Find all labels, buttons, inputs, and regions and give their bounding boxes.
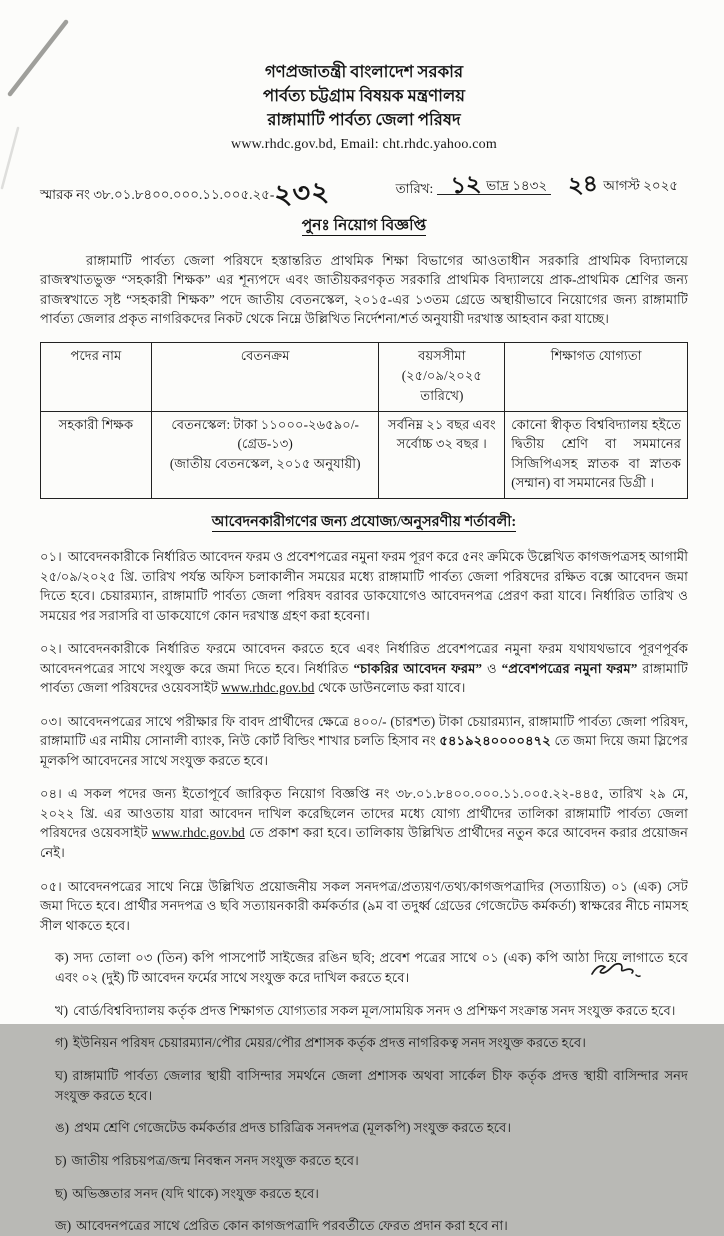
date-gregorian-day-handwritten: ২৪ — [567, 170, 600, 199]
date-gregorian-line — [554, 170, 682, 199]
intro-paragraph: রাঙ্গামাটি পার্বত্য জেলা পরিষদে হস্তান্তরিত প্রাথমিক শিক্ষা বিভাগের আওতাধীন সরকারি প্রাথমিক বিদ্যালয়ে রাজস্বখাতভুক্ত “সহকারী শিক্ষক” এর শূন্যপদে এবং জাতীয়করণকৃত সরকারি প্রাথমিক বিদ্যালয়ে প্রাক-প্রাথমিক শ্রেণির জন্য রাজস্বখাতে সৃষ্ট “সহকারী শিক্ষক” পদে জাতীয় বেতনস্কেল, ২০১৫-এর ১৩তম গ্রেডে অস্থায়ীভাবে নিয়োগের জন্য রাঙ্গামাটি পার্বত্য জেলার প্রকৃত নাগরিকদের নিকট থেকে নিম্নে উল্লিখিত নির্দেশনা/শর্ত অনুযায়ী দরখাস্ত আহবান করা যাচ্ছে। — [40, 252, 688, 327]
cell-qualification: কোনো স্বীকৃত বিশ্ববিদ্যালয় হইতে দ্বিতীয় শ্রেণি বা সমমানের সিজিপিএসহ স্নাতক বা স্নাতক (সম্মান) বা সমমানের ডিগ্রী । — [505, 411, 688, 498]
website-email-line: www.rhdc.gov.bd, Email: cht.rhdc.yahoo.com — [231, 136, 497, 152]
pay-line2: (গ্রেড-১৩) — [237, 436, 293, 452]
government-name: গণপ্রজাতন্ত্রী বাংলাদেশ সরকার — [264, 62, 464, 81]
date-stack — [437, 170, 682, 199]
pay-line3: (জাতীয় বেতনস্কেল, ২০১৫ অনুযায়ী) — [169, 455, 361, 471]
date-gregorian-month-year: আগস্ট ২০২৫ — [603, 177, 678, 193]
notice-title-row — [40, 215, 688, 238]
date-block — [396, 171, 682, 199]
application-form-name: “চাকরির আবেদন ফরম” — [353, 660, 483, 676]
condition-item-02 — [40, 639, 688, 698]
sub-condition-letter: জ) — [55, 1218, 72, 1234]
council-name: রাঙ্গামাটি পার্বত্য জেলা পরিষদ — [267, 109, 461, 129]
condition-number: ০১। — [40, 549, 62, 565]
sub-condition-ga — [55, 1033, 688, 1053]
memo-number-line — [40, 171, 331, 210]
sub-condition-text: জাতীয় পরিচয়পত্র/জন্ম নিবন্ধন সনদ সংযুক্ত করতে হবে। — [71, 1152, 359, 1168]
date-label: তারিখ: — [395, 181, 434, 197]
notice-title: পুনঃ নিয়োগ বিজ্ঞপ্তি — [301, 216, 427, 234]
condition-text: তে জমা দিয়ে জমা স্লিপের মূলকপি আবেদনের সাথে সংযুক্ত করতে হবে। — [40, 733, 688, 768]
condition-number: ০৩। — [40, 713, 62, 729]
column-header-pay-scale: বেতনক্রম — [151, 343, 379, 411]
sub-condition-letter: ছ) — [55, 1185, 68, 1201]
column-header-qualification: শিক্ষাগত যোগ্যতা — [505, 343, 688, 411]
conditions-section-title-row — [40, 512, 688, 533]
condition-text: আবেদনপত্রের সাথে নিম্নে উল্লিখিত প্রয়োজনীয় সকল সনদপত্র/প্রত্যয়ণ/তথ্য/কাগজপত্রাদির (সত্যায়িত) ০১ (এক) সেট জমা দিতে হবে। প্রার্থীর সনদপত্র ও ছবি সত্যায়নকারী কর্মকর্তার (৯ম বা তদুর্ধ্ব গ্রেডের গেজেটেড কর্মকর্তা) স্বাক্ষরের নীচে নামসহ সীল থাকতে হবে। — [40, 878, 688, 933]
date-bangla-month-year: ভাদ্র ১৪৩২ — [486, 177, 548, 193]
bank-account-number: ৫৪১৯২৪০০০০৪৭২ — [439, 733, 551, 749]
sub-condition-letter: গ) — [55, 1035, 69, 1051]
condition-number: ০২। — [40, 641, 62, 657]
column-header-post-name: পদের নাম — [41, 343, 152, 411]
conditions-section-title: আবেদনকারীগণের জন্য প্রযোজ্য/অনুসরণীয় শর্তাবলী: — [211, 513, 517, 530]
sub-condition-ja — [55, 1216, 688, 1236]
cell-pay-scale — [151, 411, 379, 498]
sub-condition-text: প্রথম শ্রেণি গেজেটেড কর্মকর্তার প্রদত্ত চারিত্রিক সনদপত্র (মূলকপি) সংযুক্ত করতে হবে। — [74, 1120, 512, 1136]
sub-condition-letter: ঘ) — [55, 1068, 68, 1084]
age-header-line1: বয়সসীমা — [418, 348, 466, 364]
sub-condition-text: অভিজ্ঞতার সনদ (যদি থাকে) সংযুক্ত করতে হবে। — [72, 1185, 320, 1201]
date-bangla-line — [437, 170, 551, 199]
admit-card-form-name: “প্রবেশপত্রের নমুনা ফরম” — [501, 660, 638, 676]
condition-text: রাঙ্গামাটি পার্বত্য জেলা পরিষদের ওয়েবসাইট — [40, 660, 688, 696]
ministry-name: পার্বত্য চট্টগ্রাম বিষয়ক মন্ত্রণালয় — [263, 85, 465, 105]
condition-item-01 — [40, 547, 688, 625]
sub-condition-letter: চ) — [55, 1152, 67, 1168]
handwritten-signature — [590, 958, 646, 990]
sub-condition-text: সদ্য তোলা ০৩ (তিন) কপি পাসপোর্ট সাইজের রঙিন ছবি; প্রবেশ পত্রের সাথে ০১ (এক) কপি আঠা দিয়ে লাগাতে হবে এবং ০২ (দুই) টি আবেদন ফর্মের সাথে সংযুক্ত করে দাখিল করতে হবে। — [55, 950, 688, 985]
sub-condition-text: আবেদনপত্রের সাথে প্রেরিত কোন কাগজপত্রাদি পরবর্তীতে ফেরত প্রদান করা হবে না। — [76, 1218, 508, 1234]
table-row — [41, 411, 688, 498]
condition-text: আবেদনপত্রের সাথে পরীক্ষার ফি বাবদ প্রার্থীদের ক্ষেত্রে ৪০০/- (চারশত) টাকা চেয়ারম্যান, রাঙ্গামাটি পার্বত্য জেলা পরিষদ, রাঙ্গামাটি এর নামীয় সোনালী ব্যাংক, নিউ কোর্ট বিল্ডিং শাখার চলতি হিসাব নং — [40, 713, 688, 749]
condition-text: আবেদনকারীকে নির্ধারিত ফরমে আবেদন করতে হবে এবং নির্ধারিত প্রবেশপত্রের নমুনা ফরম যথাযথভাবে পূরণপূর্বক আবেদনপত্রের সাথে সংযুক্ত করে জমা দিতে হবে। নির্ধারিত — [40, 641, 688, 676]
memo-number-label: স্মারক নং ৩৮.০১.৮৪০০.০০০.১১.০০৫.২৫- — [40, 187, 275, 203]
condition-text: ও — [482, 660, 502, 676]
letterhead — [40, 60, 688, 155]
condition-number: ০৫। — [40, 878, 62, 894]
age-header-line2: (২৫/০৯/২০২৫ তারিখে) — [401, 367, 482, 403]
sub-condition-uma — [55, 1118, 688, 1138]
sub-condition-text: বোর্ড/বিশ্ববিদ্যালয় কর্তৃক প্রদত্ত শিক্ষাগত যোগ্যতার সকল মূল/সাময়িক সনদ ও প্রশিক্ষণ সংক্রান্ত সনদ সংযুক্ত করতে হবে। — [73, 1002, 676, 1018]
memo-date-row — [40, 170, 688, 210]
sub-condition-text: রাঙ্গামাটি পার্বত্য জেলার স্থায়ী বাসিন্দার সমর্থনে জেলা প্রশাসক অথবা সার্কেল চীফ কর্তৃক প্রদত্ত স্থায়ী বাসিন্দার সনদ সংযুক্ত করতে হবে। — [55, 1068, 688, 1103]
column-header-age-limit — [379, 343, 505, 411]
condition-item-04 — [40, 784, 688, 862]
website-link: www.rhdc.gov.bd — [151, 825, 245, 841]
sub-condition-letter: ঙ) — [55, 1120, 70, 1136]
vacancy-table — [40, 342, 688, 499]
sub-condition-gha — [55, 1066, 688, 1105]
date-bangla-day-handwritten: ১২ — [449, 170, 483, 199]
pay-line1: বেতনস্কেল: টাকা ১১০০০-২৬৫৯০/- — [171, 416, 359, 432]
cell-age-limit: সর্বনিম্ন ২১ বছর এবং সর্বোচ্চ ৩২ বছর । — [379, 411, 505, 498]
sub-condition-letter: খ) — [55, 1002, 69, 1018]
condition-text: এ সকল পদের জন্য ইতোপূর্বে জারিকৃত নিয়োগ বিজ্ঞপ্তি নং ৩৮.০১.৮৪০০.০০০.১১.০০৫.২২-৪৪৫, তারিখ ২৯ মে, ২০২২ খ্রি. এর আওতায় যারা আবেদন দাখিল করেছিলেন তাদের মধ্যে যোগ্য প্রার্থীদের তালিকা রাঙ্গামাটি পার্বত্য জেলা পরিষদের ওয়েবসাইট — [40, 786, 688, 841]
condition-text: তে প্রকাশ করা হবে। তালিকায় উল্লিখিত প্রার্থীদের নতুন করে আবেদন করার প্রয়োজন নেই। — [40, 825, 688, 861]
sub-condition-text: ইউনিয়ন পরিষদ চেয়ারম্যান/পৌর মেয়র/পৌর প্রশাসক কর্তৃক প্রদত্ত নাগরিকত্ব সনদ সংযুক্ত করতে হবে। — [73, 1035, 586, 1051]
condition-number: ০৪। — [40, 786, 62, 802]
sub-conditions-list — [40, 948, 688, 1236]
sub-condition-kha — [55, 1001, 688, 1021]
condition-item-05 — [40, 877, 688, 936]
table-header-row — [41, 343, 688, 411]
condition-text: আবেদনকারীকে নির্ধারিত আবেদন ফরম ও প্রবেশপত্রের নমুনা ফরম পূরণ করে ৫নং ক্রমিকে উল্লেখিত কাগজপত্রসহ আগামী ২৫/০৯/২০২৫ খ্রি. তারিখ পর্যন্ত অফিস চলাকালীন সময়ের মধ্যে রাঙ্গামাটি পার্বত্য জেলা পরিষদের রক্ষিত বক্সে আবেদন জমা দিতে হবে। চেয়ারম্যান, রাঙ্গামাটি পার্বত্য জেলা পরিষদ বরাবর ডাকযোগেও আবেদনপত্র প্রেরণ করা যাবে। নির্ধারিত তারিখ ও সময়ের পর সরাসরি বা ডাকযোগে কোন দরখাস্ত গ্রহণ করা হবেনা। — [40, 549, 688, 623]
signature-icon — [590, 958, 646, 984]
sub-condition-chha — [55, 1184, 688, 1204]
website-link: www.rhdc.gov.bd — [221, 680, 315, 696]
condition-text: থেকে ডাউনলোড করা যাবে। — [314, 680, 466, 696]
memo-number-handwritten: ২৩২ — [273, 176, 331, 210]
sub-condition-cha — [55, 1151, 688, 1171]
cell-post-name: সহকারী শিক্ষক — [41, 411, 152, 498]
condition-item-03 — [40, 712, 688, 771]
sub-condition-letter: ক) — [55, 950, 69, 966]
